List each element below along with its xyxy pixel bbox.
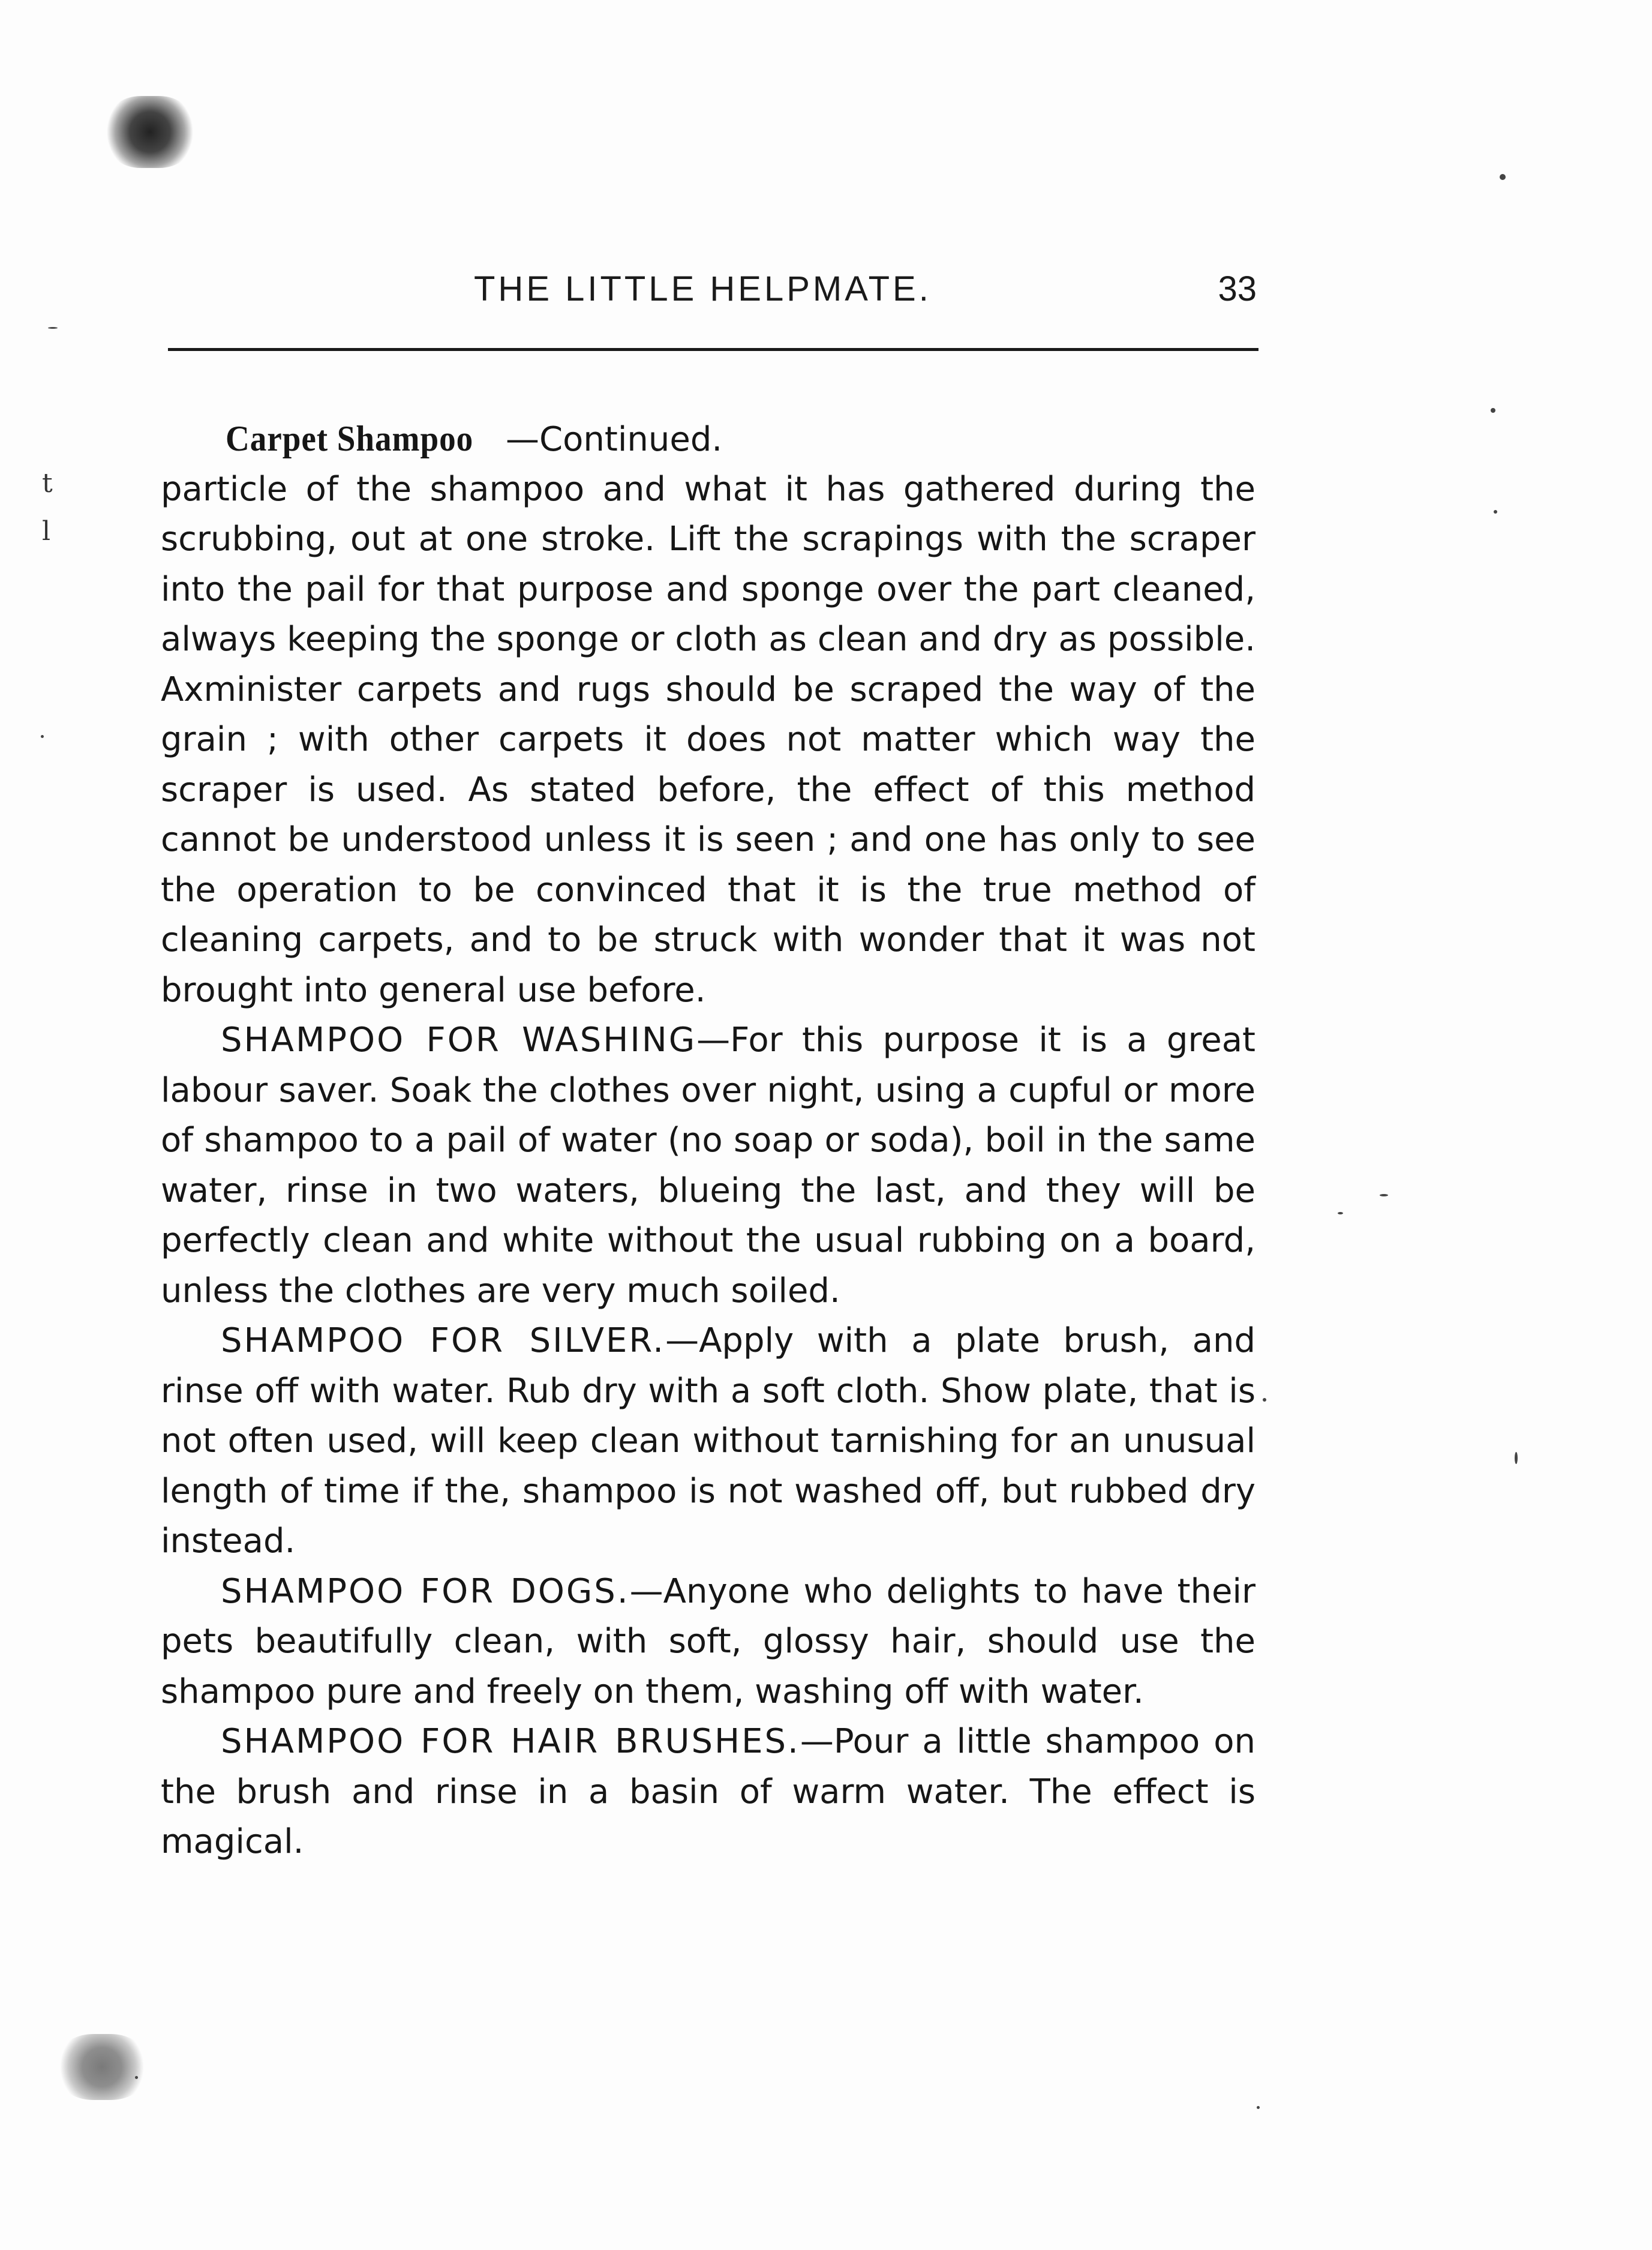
paragraph: [161, 1015, 1255, 1316]
running-head: [162, 269, 1257, 317]
paragraph-text: —Anyone who delights to have their pets beautifully clean, with soft, glossy hair, should use the shampoo pure and freely on them, washing off with water.: [161, 1571, 1255, 1711]
paragraph: [161, 1717, 1255, 1867]
paragraph-text: —Apply with a plate brush, and rinse off with water. Rub dry with a soft cloth. Show plate, that is not often used, will keep clean without tarnishing for an unusual length of time if the, shampoo is not washed off, but rubbed dry instead.: [161, 1321, 1255, 1561]
section-heading: [226, 414, 1255, 464]
paragraph-text: —For this purpose it is a great labour saver. Soak the clothes over night, using a cupful or more of shampoo to a pail of water (no soap or soda), boil in the same water, rinse in two waters, blueing the last, and they will be perfectly clean and white without the usual rubbing on a board, unless the clothes are very much soiled.: [161, 1021, 1255, 1310]
paragraph-lead: SHAMPOO FOR DOGS.: [221, 1571, 630, 1611]
paragraph-text: particle of the shampoo and what it has gathered during the scrubbing, out at one stroke. Lift the scrapings with the scraper into the pail for that purpose and sponge over the part cleaned, always keeping the sponge or cloth as clean and dry as possible. Axminister carpets and rugs should be scraped the way of the grain ; with other carpets it does not matter which way the scraper is used. As stated before, the effect of this method cannot be understood unless it is seen ; and one has only to see the operation to be convinced that it is the true method of cleaning carpets, and to be struck with wonder that it was not brought into general use before.: [161, 469, 1255, 1010]
page-number: 33: [1218, 269, 1257, 308]
scan-speck: [1380, 1194, 1388, 1196]
paragraph: [161, 1567, 1255, 1717]
scan-speck: [1263, 1398, 1266, 1402]
header-rule: [168, 348, 1258, 351]
scan-speck: [135, 2076, 138, 2079]
section-separator: —: [506, 420, 540, 459]
scan-speck: [1494, 510, 1497, 514]
paragraph: [161, 1316, 1255, 1567]
body-text: [161, 414, 1255, 1867]
scan-speck: [1338, 1212, 1343, 1214]
section-title: Carpet Shampoo: [226, 419, 474, 458]
section-continued: Continued.: [539, 420, 723, 459]
scan-speck: [48, 327, 58, 329]
scan-speck: [1500, 174, 1506, 180]
paragraph: [161, 464, 1255, 1016]
margin-mark: l: [42, 516, 51, 547]
scan-speck: [41, 735, 44, 738]
scan-speck: [1515, 1452, 1518, 1464]
scan-blot-top-left: [105, 96, 195, 168]
paragraph-lead: SHAMPOO FOR SILVER.: [221, 1321, 666, 1360]
paragraph-text: —Pour a little shampoo on the brush and rinse in a basin of warm water. The effect is magical.: [161, 1722, 1255, 1861]
scan-blot-bottom-left: [57, 2034, 147, 2100]
scan-speck: [1491, 408, 1495, 413]
paragraph-lead: SHAMPOO FOR WASHING: [221, 1021, 697, 1060]
running-title: THE LITTLE HELPMATE.: [474, 269, 932, 308]
margin-mark: t: [42, 468, 53, 499]
scan-speck: [1257, 2106, 1260, 2109]
paragraph-lead: SHAMPOO FOR HAIR BRUSHES.: [221, 1722, 800, 1761]
